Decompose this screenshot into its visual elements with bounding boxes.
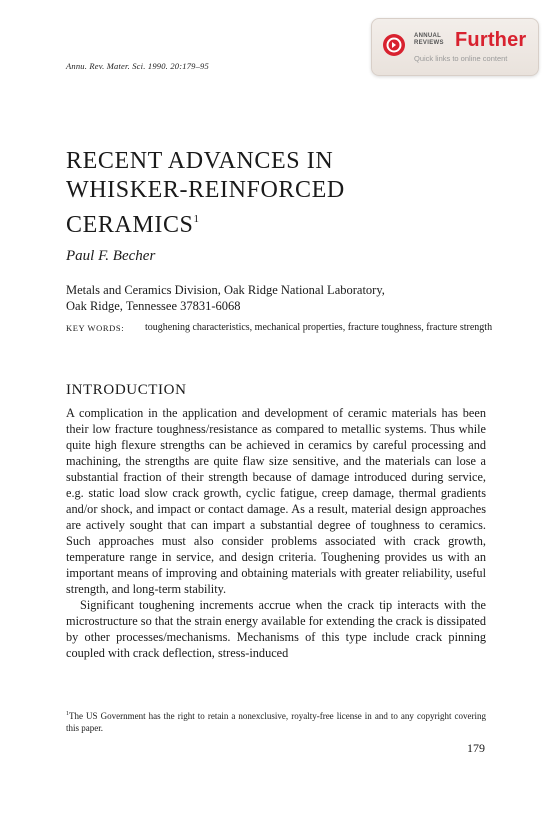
page-number: 179 [467, 741, 485, 755]
keywords-block [66, 322, 496, 335]
keywords-text: toughening characteristics, mechanical properties, fracture toughness, fracture strength [145, 322, 493, 333]
section-heading-introduction: INTRODUCTION [66, 382, 187, 398]
title-footnote-mark[interactable]: 1 [193, 213, 199, 225]
title-line-2: WHISKER-REINFORCED [66, 177, 345, 203]
further-subtitle: Quick links to online content [414, 54, 508, 63]
paragraph-2: Significant toughening increments accrue when the crack tip interacts with the microstructure so that the strain energy available for extending the crack is dissipated by other processes/mechanisms. Mechanisms of this type include crack pinning coupled with crack deflection, stress-induced [66, 598, 486, 660]
footnote [66, 708, 486, 734]
affiliation-line-1: Metals and Ceramics Division, Oak Ridge National Laboratory, [66, 283, 385, 297]
footnote-mark: 1 [66, 711, 69, 717]
introduction-body [66, 405, 486, 661]
paragraph-1: A complication in the application and development of ceramic materials has been their low fracture toughness/resistance as compared to metallic systems. Thus while quite high flexure strengths can be achieved in ceramics by careful processing and machining, the strengths are quite flaw size sensitive, and the materials can lose a substantial fraction of their strength because of damage introduced during service, e.g. static load slow crack growth, cyclic fatigue, creep damage, thermal gradients and/or shock, and impact or contact damage. As a result, material design approaches are actively sought that can impart a substantial degree of toughness to ceramics. Such approaches must also consider problems associated with crack growth, temperature range in service, and design criteria. Toughening provides us with an important means of improving and obtaining materials with greater reliability, useful strength, and long-term stability. [66, 406, 486, 596]
affiliation-line-2: Oak Ridge, Tennessee 37831-6068 [66, 299, 241, 313]
further-badge-link[interactable] [371, 18, 539, 76]
author-name: Paul F. Becher [66, 248, 156, 264]
further-label: Further [455, 29, 527, 51]
footnote-text: The US Government has the right to retain a nonexclusive, royalty-free license in and to any copyright covering this paper. [66, 711, 486, 733]
title-line-3: CERAMICS [66, 212, 194, 238]
annual-reviews-logo-text: ANNUAL REVIEWS [414, 33, 444, 46]
journal-citation: Annu. Rev. Mater. Sci. 1990. 20:179–95 [66, 61, 209, 71]
further-arrow-icon [383, 34, 405, 56]
keywords-label: KEY WORDS: [66, 323, 125, 333]
author-affiliation [66, 282, 506, 314]
article-title [66, 147, 506, 240]
title-line-1: RECENT ADVANCES IN [66, 148, 334, 174]
